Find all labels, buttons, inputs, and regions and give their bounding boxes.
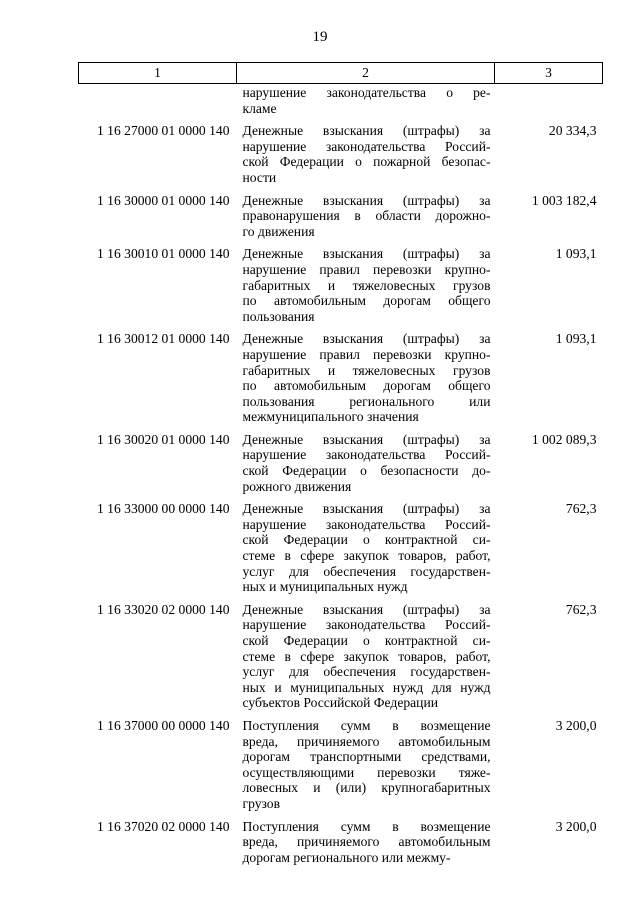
description-line: Денежные взыскания (штрафы) за <box>242 123 491 139</box>
description-line: правонарушения в области дорожно- <box>242 208 491 224</box>
row-amount: 762,3 <box>565 501 597 517</box>
description-line: ской Федерации о контрактной си- <box>242 532 491 548</box>
row-amount: 762,3 <box>565 601 597 617</box>
table-row <box>79 84 603 124</box>
description-line: рожного движения <box>242 478 352 494</box>
description-line: ской Федерации о контрактной си- <box>242 633 491 648</box>
description-line: ных и муниципальных нужд <box>242 579 408 595</box>
row-description <box>237 331 495 432</box>
row-amount <box>495 84 603 124</box>
table-row <box>79 246 603 331</box>
description-line: нарушение правил перевозки крупно- <box>242 261 491 277</box>
table-row <box>79 819 603 873</box>
table-row <box>79 718 603 819</box>
description-line: услуг для обеспечения государствен- <box>242 664 491 680</box>
row-code: 1 16 37000 00 0000 140 <box>96 717 230 733</box>
table-row <box>79 432 603 501</box>
description-line: осуществляющими перевозки тяже- <box>242 764 491 780</box>
row-description <box>237 819 495 873</box>
description-line: нарушение законодательства Россий- <box>242 617 491 633</box>
row-amount: 1 093,1 <box>555 331 597 347</box>
description-line: стеме в сфере закупок товаров, работ, <box>242 548 491 564</box>
row-description <box>237 602 495 718</box>
description-line: Денежные взыскания (штрафы) за <box>242 246 491 262</box>
row-code: 1 16 30010 01 0000 140 <box>96 246 230 262</box>
row-description <box>237 718 495 819</box>
description-line: нарушение законодательства Россий- <box>242 138 491 154</box>
row-description <box>237 246 495 331</box>
description-line: пользования <box>242 308 315 324</box>
description-line: габаритных и тяжеловесных грузов <box>242 362 491 378</box>
description-line: нарушение законодательства Россий- <box>242 516 491 532</box>
description-line: услуг для обеспечения государствен- <box>242 563 491 579</box>
row-description <box>237 123 495 192</box>
row-amount: 1 093,1 <box>555 246 597 262</box>
description-line: грузов <box>242 795 280 811</box>
description-line: Денежные взыскания (штрафы) за <box>242 331 491 347</box>
description-line: по автомобильным дорогам общего <box>242 378 491 394</box>
description-line: Поступления сумм в возмещение <box>242 717 491 733</box>
table-row <box>79 602 603 718</box>
description-line: ской Федерации о безопасности до- <box>242 463 491 479</box>
description-line: нарушение законодательства о ре- <box>242 85 491 100</box>
description-line: дорогам регионального или межму- <box>242 849 451 865</box>
table-body <box>79 84 603 873</box>
row-code: 1 16 30020 01 0000 140 <box>96 431 230 447</box>
row-description <box>237 193 495 247</box>
description-line: субъектов Российской Федерации <box>242 695 439 711</box>
row-amount: 3 200,0 <box>555 818 597 834</box>
description-line: Денежные взыскания (штрафы) за <box>242 601 491 617</box>
row-amount: 1 002 089,3 <box>531 431 597 447</box>
row-description <box>237 501 495 602</box>
row-amount: 1 003 182,4 <box>531 192 597 208</box>
row-code: 1 16 33020 02 0000 140 <box>96 601 230 617</box>
table-row <box>79 501 603 602</box>
description-line: дорогам транспортными средствами, <box>242 749 491 765</box>
row-code: 1 16 33000 00 0000 140 <box>96 501 230 517</box>
description-line: ности <box>242 169 277 185</box>
description-line: пользования регионального или <box>242 393 491 409</box>
table-row <box>79 123 603 192</box>
table-row <box>79 331 603 432</box>
row-code: 1 16 30012 01 0000 140 <box>96 331 230 347</box>
description-line: нарушение законодательства Россий- <box>242 447 491 463</box>
revenue-table <box>78 62 603 872</box>
description-line: вреда, причиняемого автомобильным <box>242 733 491 749</box>
description-line: ных и муниципальных нужд для нужд <box>242 679 491 695</box>
description-line: нарушение правил перевозки крупно- <box>242 346 491 362</box>
row-description <box>237 84 495 124</box>
description-line: кламе <box>242 100 277 116</box>
description-line: по автомобильным дорогам общего <box>242 293 491 309</box>
description-line: вреда, причиняемого автомобильным <box>242 834 491 850</box>
table-row <box>79 193 603 247</box>
description-line: межмуниципального значения <box>242 409 419 425</box>
description-line: стеме в сфере закупок товаров, работ, <box>242 648 491 664</box>
description-line: Денежные взыскания (штрафы) за <box>242 501 491 517</box>
column-header-code: 1 <box>79 63 237 84</box>
row-amount: 3 200,0 <box>555 717 597 733</box>
description-line: Денежные взыскания (штрафы) за <box>242 192 491 208</box>
row-description <box>237 432 495 501</box>
row-amount: 20 334,3 <box>548 123 597 139</box>
row-code: 1 16 30000 01 0000 140 <box>96 192 230 208</box>
description-line: Поступления сумм в возмещение <box>242 818 491 834</box>
page-number: 19 <box>312 29 328 45</box>
description-line: габаритных и тяжеловесных грузов <box>242 277 491 293</box>
description-line: го движения <box>242 223 315 239</box>
row-code: 1 16 27000 01 0000 140 <box>96 123 230 139</box>
description-line: ской Федерации о пожарной безопас- <box>242 154 491 170</box>
description-line: ловесных и (или) крупногабаритных <box>242 780 491 796</box>
row-code <box>79 84 237 124</box>
column-header-amount: 3 <box>495 63 603 84</box>
table-header-row <box>79 63 603 84</box>
column-header-description: 2 <box>237 63 495 84</box>
row-code: 1 16 37020 02 0000 140 <box>96 818 230 834</box>
description-line: Денежные взыскания (штрафы) за <box>242 431 491 447</box>
